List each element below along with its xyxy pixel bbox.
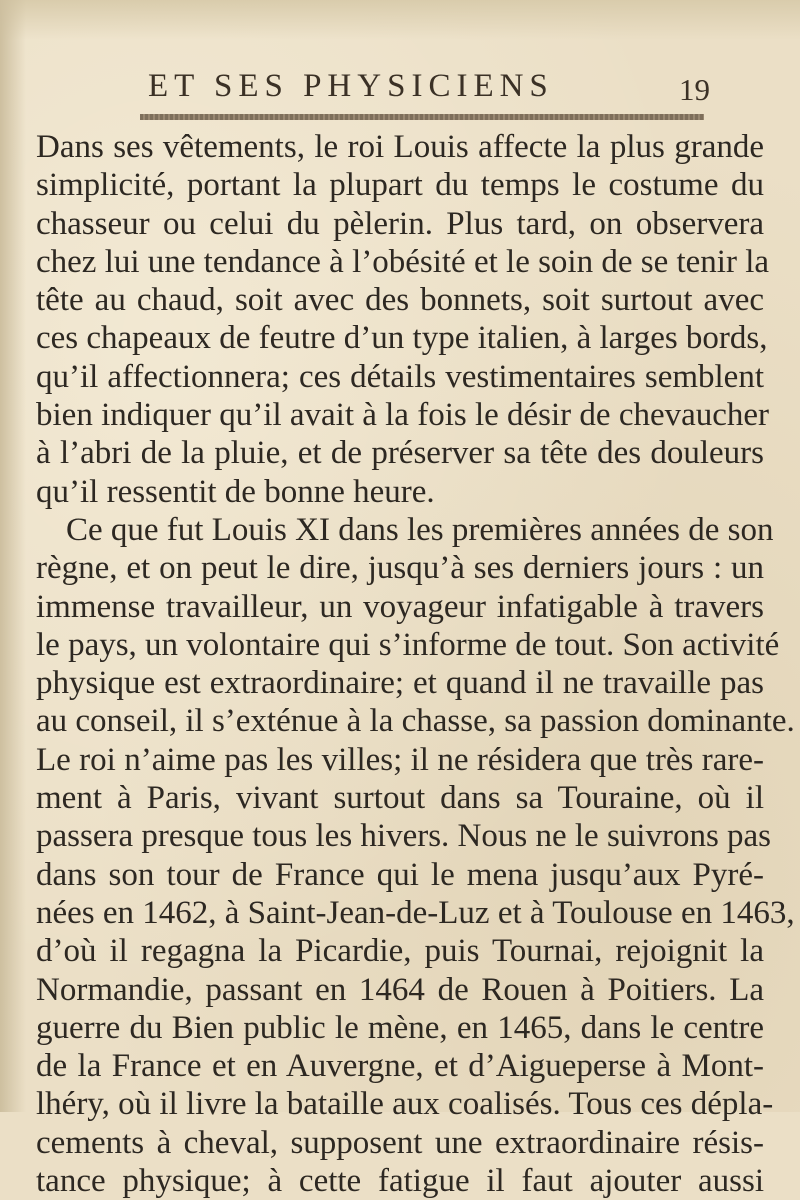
running-title: ET SES PHYSICIENS: [148, 68, 554, 104]
text-line: passera presque tous les hivers. Nous ne le suivrons pas: [36, 818, 772, 855]
text-line: tance physique; à cette fatigue il faut ajouter aussi: [36, 1163, 764, 1200]
paragraph-end-line: qu’il ressentit de bonne heure.: [36, 473, 435, 510]
body-text: [36, 128, 795, 1200]
text-line: Le roi n’aime pas les villes; il ne résidera que très rare-: [36, 741, 764, 778]
text-line: ment à Paris, vivant surtout dans sa Touraine, où il: [36, 780, 764, 817]
text-line: guerre du Bien public le mène, en 1465, dans le centre: [36, 1009, 764, 1046]
text-line: ces chapeaux de feutre d’un type italien, à larges bords,: [36, 320, 768, 357]
paragraph-start-line: Ce que fut Louis XI dans les premières années de son: [66, 511, 774, 548]
text-line: nées en 1462, à Saint-Jean-de-Luz et à Toulouse en 1463,: [36, 894, 795, 931]
text-line: chasseur ou celui du pèlerin. Plus tard, on observera: [36, 205, 764, 242]
text-line: Dans ses vêtements, le roi Louis affecte la plus grande: [36, 129, 764, 165]
page-number: 19: [679, 72, 710, 107]
text-line: lhéry, où il livre la bataille aux coalisés. Tous ces dépla-: [36, 1086, 774, 1123]
text-line: le pays, un volontaire qui s’informe de tout. Son activité: [36, 626, 780, 663]
text-line: qu’il affectionnera; ces détails vestimentaires semblent: [36, 358, 764, 395]
text-line: cements à cheval, supposent une extraordinaire résis-: [36, 1124, 764, 1161]
text-line: de la France et en Auvergne, et d’Aigueperse à Mont-: [36, 1048, 764, 1085]
text-line: bien indiquer qu’il avait à la fois le désir de chevaucher: [36, 397, 770, 434]
page-binding-shadow: [0, 0, 26, 1112]
page-top-edge-shadow: [0, 0, 800, 40]
text-line: physique est extraordinaire; et quand il ne travaille pas: [36, 665, 764, 702]
text-line: simplicité, portant la plupart du temps le costume du: [36, 167, 764, 204]
running-header: [120, 68, 710, 112]
text-line: au conseil, il s’exténue à la chasse, sa passion dominante.: [36, 703, 795, 740]
text-line: règne, et on peut le dire, jusqu’à ses derniers jours : un: [36, 550, 764, 587]
header-rule: [140, 114, 704, 120]
text-line: tête au chaud, soit avec des bonnets, soit surtout avec: [36, 282, 764, 319]
text-line: immense travailleur, un voyageur infatigable à travers: [36, 588, 764, 625]
text-line: Normandie, passant en 1464 de Rouen à Poitiers. La: [36, 971, 764, 1008]
text-line: à l’abri de la pluie, et de préserver sa tête des douleurs: [36, 435, 764, 472]
text-line: chez lui une tendance à l’obésité et le soin de se tenir la: [36, 243, 770, 280]
text-line: dans son tour de France qui le mena jusqu’aux Pyré-: [36, 856, 764, 893]
text-line: d’où il regagna la Picardie, puis Tournai, rejoignit la: [36, 933, 764, 970]
